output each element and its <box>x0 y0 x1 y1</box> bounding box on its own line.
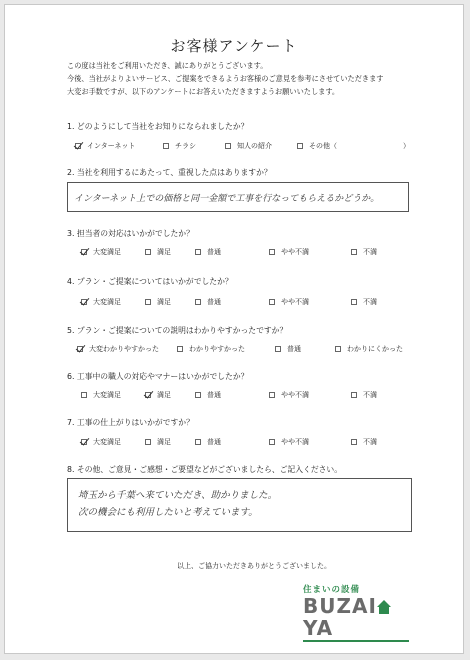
option[interactable]: インターネット <box>75 141 135 151</box>
checkbox[interactable] <box>351 392 357 398</box>
question-6-label: 6. 工事中の職人の対応やマナーはいかがでしたか？ <box>67 372 249 381</box>
house-icon <box>377 600 391 614</box>
option[interactable]: 大変満足 <box>81 247 121 257</box>
checkbox[interactable] <box>195 392 201 398</box>
checkbox[interactable] <box>351 299 357 305</box>
option[interactable]: やや不満 <box>269 247 309 257</box>
option[interactable]: 大変満足 <box>81 437 121 447</box>
intro-line: 大変お手数ですが、以下のアンケートにお答えいただきますようお願いいたします。 <box>67 87 340 96</box>
question-7-options <box>73 437 413 449</box>
question-4-label: 4. プラン・ご提案についてはいかがでしたか？ <box>67 277 233 286</box>
closing-message: 以上、ご協力いただきありがとうございました。 <box>177 562 331 570</box>
option[interactable]: 大変満足 <box>81 297 121 307</box>
checkbox[interactable] <box>335 346 341 352</box>
question-6-options <box>73 390 413 402</box>
checkbox[interactable] <box>269 249 275 255</box>
checkbox[interactable] <box>225 143 231 149</box>
answer-box-8[interactable] <box>67 478 412 532</box>
checkbox[interactable] <box>81 299 87 305</box>
answer-line: 埼玉から千葉へ来ていただき、助かりました。 <box>78 490 278 501</box>
checkbox[interactable] <box>297 143 303 149</box>
option[interactable]: やや不満 <box>269 437 309 447</box>
checkbox[interactable] <box>177 346 183 352</box>
option[interactable]: 満足 <box>145 297 171 307</box>
checkbox[interactable] <box>269 392 275 398</box>
intro-text <box>67 59 383 98</box>
checkbox[interactable] <box>81 249 87 255</box>
option[interactable]: わかりにくかった <box>335 344 403 354</box>
option[interactable]: 不満 <box>351 390 377 400</box>
checkbox[interactable] <box>145 249 151 255</box>
option[interactable]: 普通 <box>195 297 221 307</box>
checkbox[interactable] <box>163 143 169 149</box>
option[interactable]: 大変わかりやすかった <box>77 344 159 354</box>
question-8-label: 8. その他、ご意見・ご感想・ご要望などがございましたら、ご記入ください。 <box>67 465 343 474</box>
option[interactable]: 大変満足 <box>81 390 121 400</box>
checkbox[interactable] <box>351 249 357 255</box>
option[interactable]: 不満 <box>351 437 377 447</box>
checkbox[interactable] <box>145 392 151 398</box>
logo-wordmark: BUZAI YA <box>303 595 415 639</box>
option-suffix: ） <box>403 142 410 150</box>
option[interactable]: やや不満 <box>269 297 309 307</box>
checkbox[interactable] <box>275 346 281 352</box>
checkbox[interactable] <box>77 346 83 352</box>
logo-underline <box>303 640 409 642</box>
question-1-options <box>73 141 413 153</box>
option[interactable]: 知人の紹介 <box>225 141 272 151</box>
checkbox[interactable] <box>81 392 87 398</box>
option[interactable]: 普通 <box>195 437 221 447</box>
option[interactable]: チラシ <box>163 141 196 151</box>
checkbox[interactable] <box>195 299 201 305</box>
option[interactable]: 普通 <box>195 247 221 257</box>
question-3-options <box>73 247 413 259</box>
question-5-options <box>73 344 413 356</box>
option[interactable]: その他（ <box>297 141 337 151</box>
question-2-label: 2. 当社を利用するにあたって、重視した点はありますか？ <box>67 168 272 177</box>
answer-line: 次の機会にも利用したいと考えています。 <box>78 507 258 518</box>
checkbox[interactable] <box>195 249 201 255</box>
option[interactable]: 満足 <box>145 247 171 257</box>
question-3-label: 3. 担当者の対応はいかがでしたか？ <box>67 229 194 238</box>
checkbox[interactable] <box>269 439 275 445</box>
logo-tagline: 住まいの設備 <box>303 585 361 595</box>
option[interactable]: 普通 <box>195 390 221 400</box>
question-1-label: 1. どのようにして当社をお知りになられましたか？ <box>67 122 249 131</box>
company-logo <box>303 583 415 642</box>
checkbox[interactable] <box>75 143 81 149</box>
option[interactable]: わかりやすかった <box>177 344 245 354</box>
question-7-label: 7. 工事の仕上がりはいかがですか？ <box>67 418 194 427</box>
option[interactable]: 普通 <box>275 344 301 354</box>
question-5-label: 5. プラン・ご提案についての説明はわかりやすかったですか？ <box>67 326 288 335</box>
checkbox[interactable] <box>145 299 151 305</box>
answer-box-2[interactable]: インターネット上での価格と同一金額で工事を行なってもらえるかどうか。 <box>67 182 409 212</box>
checkbox[interactable] <box>195 439 201 445</box>
intro-line: 今後、当社がよりよいサービス、ご提案をできるようお客様のご意見を参考にさせていただきます <box>67 74 384 83</box>
option[interactable]: 不満 <box>351 297 377 307</box>
survey-sheet <box>4 4 464 654</box>
option[interactable]: 不満 <box>351 247 377 257</box>
option[interactable]: やや不満 <box>269 390 309 400</box>
checkbox[interactable] <box>81 439 87 445</box>
checkbox[interactable] <box>351 439 357 445</box>
checkbox[interactable] <box>145 439 151 445</box>
option[interactable]: 満足 <box>145 437 171 447</box>
intro-line: この度は当社をご利用いただき、誠にありがとうございます。 <box>67 61 268 70</box>
checkbox[interactable] <box>269 299 275 305</box>
page-title: お客様アンケート <box>170 37 298 55</box>
question-4-options <box>73 297 413 309</box>
option[interactable]: 満足 <box>145 390 171 400</box>
